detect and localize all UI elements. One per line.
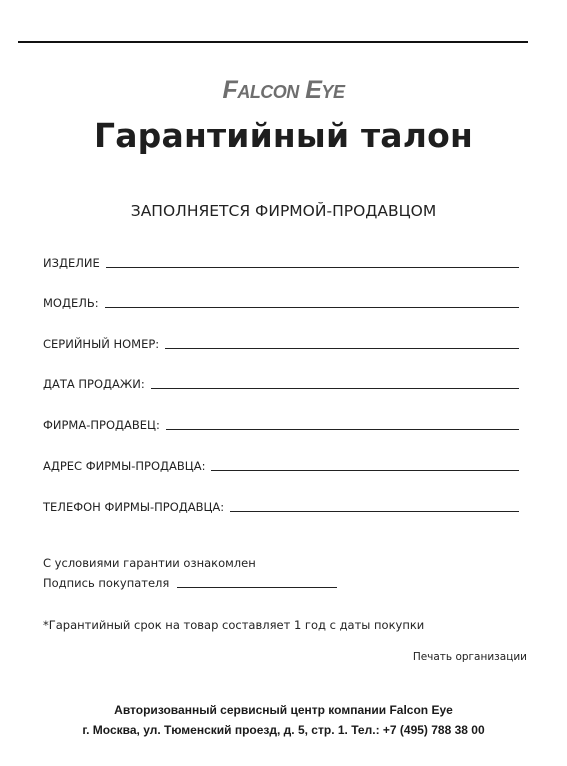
field-sale-date[interactable]: [43, 373, 519, 391]
field-label: АДРЕС ФИРМЫ-ПРОДАВЦА:: [43, 459, 206, 473]
fill-line[interactable]: [165, 347, 519, 349]
fill-line[interactable]: [211, 469, 519, 471]
footer-address: г. Москва, ул. Тюменский проезд, д. 5, стр. 1. Тел.: +7 (495) 788 38 00: [82, 723, 485, 737]
signature-label: Подпись покупателя: [43, 576, 170, 590]
field-label: ДАТА ПРОДАЖИ:: [43, 377, 145, 391]
field-label: ФИРМА-ПРОДАВЕЦ:: [43, 418, 160, 432]
top-rule: [18, 41, 528, 43]
field-product[interactable]: [43, 252, 519, 270]
field-seller-address[interactable]: [43, 455, 519, 473]
field-label: ИЗДЕЛИЕ: [43, 256, 100, 270]
fill-line[interactable]: [105, 306, 519, 308]
field-label: ТЕЛЕФОН ФИРМЫ-ПРОДАВЦА:: [43, 500, 225, 514]
stamp-label: Печать организации: [412, 651, 527, 663]
fill-line[interactable]: [151, 387, 519, 389]
fill-line[interactable]: [166, 428, 519, 430]
fill-line[interactable]: [230, 510, 519, 512]
field-serial-number[interactable]: [43, 333, 519, 351]
page-title: Гарантийный талон: [93, 116, 474, 155]
signature-line[interactable]: [177, 587, 337, 588]
brand-logo: Falcon Eye: [222, 76, 345, 104]
section-subtitle: ЗАПОЛНЯЕТСЯ ФИРМОЙ-ПРОДАВЦОМ: [130, 202, 437, 220]
acknowledgement-text: С условиями гарантии ознакомлен: [43, 556, 256, 570]
signature-row[interactable]: [43, 576, 337, 590]
footer-service-center: Авторизованный сервисный центр компании Falcon Eye: [114, 703, 453, 717]
warranty-note: *Гарантийный срок на товар составляет 1 год с даты покупки: [43, 618, 425, 632]
fill-line[interactable]: [106, 266, 519, 268]
field-label: СЕРИЙНЫЙ НОМЕР:: [43, 337, 160, 351]
field-seller-phone[interactable]: [43, 496, 519, 514]
field-label: МОДЕЛЬ:: [43, 296, 99, 310]
field-seller-company[interactable]: [43, 414, 519, 432]
field-model[interactable]: [43, 292, 519, 310]
